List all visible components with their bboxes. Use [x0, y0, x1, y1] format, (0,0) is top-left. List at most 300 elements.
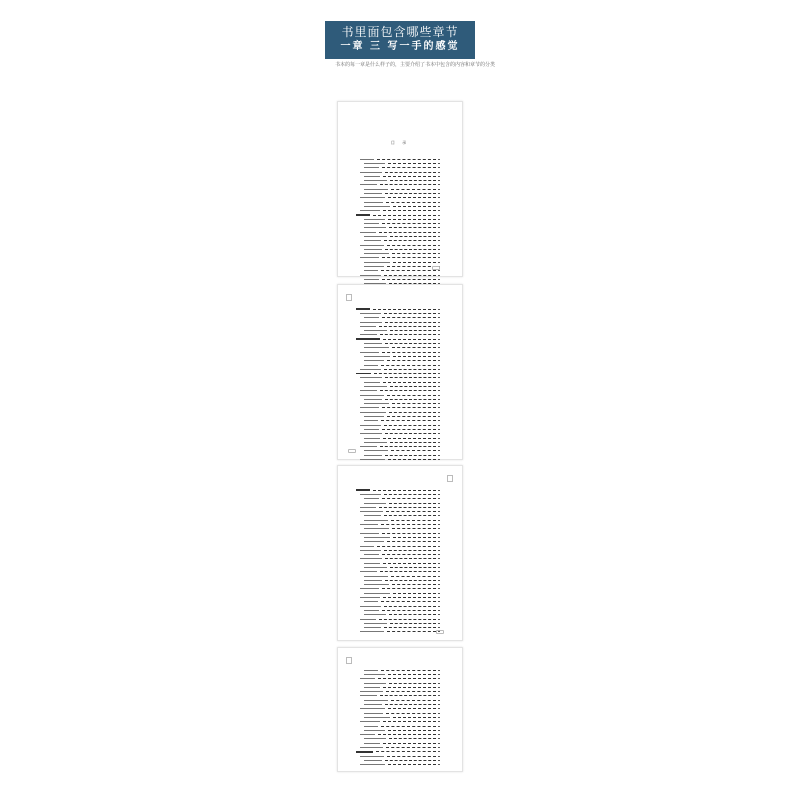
toc-list — [356, 488, 440, 634]
toc-leader — [374, 373, 436, 374]
toc-leader — [382, 279, 436, 280]
toc-page-number — [438, 511, 440, 512]
toc-entry-label — [364, 610, 379, 611]
page-number — [348, 449, 356, 453]
toc-entry-label — [364, 593, 390, 594]
toc-entry-label — [360, 631, 384, 632]
toc-entry-label — [364, 520, 388, 521]
toc-entry-label — [360, 232, 376, 233]
toc-entry-label — [364, 227, 386, 228]
toc-leader — [377, 159, 436, 160]
toc-leader — [385, 399, 436, 400]
toc-leader — [380, 390, 436, 391]
page-title: 目 录 — [390, 140, 410, 145]
toc-leader — [379, 507, 436, 508]
toc-page-number — [438, 455, 440, 456]
toc-entry-label — [364, 330, 387, 331]
toc-entry-label — [356, 338, 380, 340]
toc-page-number — [438, 764, 440, 765]
toc-entry-label — [360, 546, 374, 547]
toc-page-number — [438, 683, 440, 684]
toc-leader — [377, 546, 436, 547]
toc-leader — [390, 180, 436, 181]
toc-entry-label — [364, 360, 384, 361]
toc-leader — [385, 249, 436, 250]
toc-leader — [382, 498, 436, 499]
toc-page-number — [438, 279, 440, 280]
toc-entry-label — [360, 197, 385, 198]
toc-entry-label — [364, 503, 386, 504]
toc-entry-label — [364, 580, 382, 581]
description-text: 书本的每一章是什么样子的，主要介绍了书本中包含的内容和章节的分类 — [335, 62, 496, 68]
toc-entry-label — [364, 253, 389, 254]
toc-leader — [383, 563, 436, 564]
toc-page-number — [438, 528, 440, 529]
toc-page-number — [438, 339, 440, 340]
toc-leader — [383, 339, 436, 340]
toc-leader — [393, 593, 436, 594]
toc-leader — [390, 442, 436, 443]
toc-page-number — [438, 674, 440, 675]
toc-leader — [378, 678, 436, 679]
toc-entry-label — [364, 180, 387, 181]
toc-page-number — [438, 215, 440, 216]
toc-page-number — [438, 245, 440, 246]
toc-page-number — [438, 193, 440, 194]
toc-leader — [379, 326, 436, 327]
toc-leader — [389, 503, 436, 504]
toc-leader — [380, 571, 436, 572]
toc-entry-label — [364, 399, 382, 400]
toc-page-number — [438, 450, 440, 451]
toc-leader — [385, 193, 436, 194]
toc-entry-label — [364, 760, 382, 761]
toc-leader — [383, 382, 436, 383]
toc-entry-label — [364, 498, 379, 499]
toc-leader — [381, 601, 436, 602]
toc-entry-label — [364, 455, 382, 456]
toc-entry-label — [360, 425, 381, 426]
toc-page-number — [438, 442, 440, 443]
toc-page-number — [438, 360, 440, 361]
toc-leader — [383, 176, 436, 177]
toc-leader — [389, 738, 436, 739]
toc-page-number — [438, 721, 440, 722]
toc-entry-label — [360, 159, 374, 160]
toc-leader — [389, 683, 436, 684]
toc-list — [356, 307, 440, 462]
toc-entry-label — [364, 382, 380, 383]
toc-page-number — [438, 541, 440, 542]
toc-leader — [385, 322, 436, 323]
toc-entry-label — [356, 751, 373, 753]
toc-leader — [381, 365, 436, 366]
toc-entry-label — [360, 313, 381, 314]
toc-page-number — [438, 678, 440, 679]
header-logo — [447, 475, 454, 482]
toc-page-number — [438, 760, 440, 761]
toc-leader — [384, 627, 436, 628]
toc-leader — [391, 450, 436, 451]
toc-entry-label — [364, 343, 382, 344]
toc-leader — [389, 614, 436, 615]
toc-leader — [384, 369, 436, 370]
toc-entry-label — [364, 403, 389, 404]
toc-entry-label — [364, 717, 390, 718]
toc-entry-label — [360, 407, 379, 408]
toc-leader — [382, 167, 436, 168]
toc-leader — [389, 227, 436, 228]
toc-page-number — [438, 554, 440, 555]
toc-page-number — [438, 619, 440, 620]
toc-entry-label — [364, 193, 382, 194]
toc-entry-label — [364, 219, 385, 220]
toc-entry-label — [364, 386, 387, 387]
toc-page-number — [438, 610, 440, 611]
toc-page-number — [438, 743, 440, 744]
toc-page-number — [438, 691, 440, 692]
toc-leader — [388, 197, 436, 198]
toc-entry-label — [356, 373, 371, 375]
toc-leader — [386, 511, 436, 512]
toc-leader — [385, 172, 436, 173]
document-page-3[interactable] — [337, 465, 463, 641]
toc-leader — [383, 597, 436, 598]
toc-leader — [385, 377, 436, 378]
toc-leader — [391, 520, 436, 521]
toc-leader — [373, 309, 436, 310]
toc-page-number — [438, 614, 440, 615]
toc-entry-label — [360, 446, 377, 447]
toc-leader — [390, 330, 436, 331]
toc-entry-label — [364, 704, 382, 705]
toc-list — [356, 157, 440, 290]
toc-page-number — [438, 429, 440, 430]
toc-page-number — [438, 270, 440, 271]
toc-page-number — [438, 412, 440, 413]
toc-page-number — [438, 550, 440, 551]
toc-entry-label — [364, 317, 379, 318]
toc-page-number — [438, 520, 440, 521]
toc-leader — [381, 670, 436, 671]
toc-leader — [392, 584, 436, 585]
toc-entry-label — [360, 511, 383, 512]
toc-leader — [386, 202, 436, 203]
toc-page-number — [438, 309, 440, 310]
toc-page-number — [438, 163, 440, 164]
toc-entry-label — [360, 571, 377, 572]
toc-entry-label — [364, 683, 386, 684]
toc-entry-label — [360, 721, 380, 722]
toc-page-number — [438, 377, 440, 378]
toc-leader — [387, 266, 436, 267]
toc-leader — [382, 610, 436, 611]
toc-entry-label — [364, 713, 383, 714]
toc-page-number — [438, 726, 440, 727]
toc-leader — [388, 459, 436, 460]
toc-entry-label — [364, 738, 386, 739]
toc-entry-label — [364, 674, 385, 675]
toc-leader — [393, 356, 436, 357]
toc-page-number — [438, 695, 440, 696]
toc-page-number — [438, 601, 440, 602]
toc-entry-label — [364, 167, 379, 168]
toc-entry-label — [360, 334, 377, 335]
logo-icon — [346, 294, 352, 301]
toc-entry-label — [364, 442, 387, 443]
toc-entry-label — [360, 734, 375, 735]
toc-page-number — [438, 262, 440, 263]
toc-entry-label — [360, 322, 382, 323]
toc-leader — [384, 550, 436, 551]
toc-entry-label — [360, 172, 382, 173]
toc-page-number — [438, 446, 440, 447]
toc-entry-label — [364, 163, 385, 164]
toc-page-number — [438, 189, 440, 190]
toc-page-number — [438, 593, 440, 594]
toc-page-number — [438, 494, 440, 495]
toc-entry-label — [364, 541, 384, 542]
toc-page-number — [438, 253, 440, 254]
toc-entry-label — [364, 623, 387, 624]
toc-leader — [387, 360, 436, 361]
toc-entry-label — [364, 240, 381, 241]
toc-leader — [392, 403, 436, 404]
toc-leader — [382, 257, 436, 258]
toc-leader — [386, 691, 436, 692]
toc-leader — [393, 537, 436, 538]
toc-page-number — [438, 403, 440, 404]
toc-page-number — [438, 275, 440, 276]
toc-entry-label — [360, 588, 379, 589]
toc-leader — [384, 425, 436, 426]
toc-entry-label — [364, 266, 384, 267]
toc-page-number — [438, 584, 440, 585]
toc-leader — [384, 494, 436, 495]
toc-page-number — [438, 420, 440, 421]
toc-page-number — [438, 490, 440, 491]
toc-entry-label — [364, 528, 389, 529]
toc-page-number — [438, 347, 440, 348]
toc-leader — [388, 163, 436, 164]
toc-page-number — [438, 515, 440, 516]
toc-page-number — [438, 159, 440, 160]
toc-page-number — [438, 313, 440, 314]
toc-entry-label — [360, 695, 377, 696]
toc-leader — [382, 429, 436, 430]
toc-page-number — [438, 167, 440, 168]
toc-leader — [387, 416, 436, 417]
toc-entry-label — [364, 347, 389, 348]
toc-entry-label — [360, 184, 377, 185]
toc-entry-label — [360, 433, 382, 434]
toc-entry-label — [364, 416, 384, 417]
toc-leader — [382, 407, 436, 408]
toc-leader — [392, 253, 436, 254]
toc-page-number — [438, 390, 440, 391]
toc-leader — [376, 751, 436, 752]
toc-leader — [373, 490, 436, 491]
toc-entry-label — [360, 412, 386, 413]
toc-leader — [385, 580, 436, 581]
toc-leader — [383, 438, 436, 439]
document-page-1[interactable] — [337, 101, 463, 277]
toc-leader — [388, 219, 436, 220]
toc-leader — [383, 210, 436, 211]
toc-entry[interactable] — [356, 457, 440, 461]
toc-entry-label — [360, 352, 379, 353]
toc-page-number — [438, 407, 440, 408]
toc-leader — [393, 206, 436, 207]
toc-page-number — [438, 197, 440, 198]
toc-page-number — [438, 567, 440, 568]
toc-leader — [381, 420, 436, 421]
toc-entry-label — [360, 524, 378, 525]
toc-leader — [387, 395, 436, 396]
toc-leader — [382, 317, 436, 318]
toc-entry-label — [364, 176, 380, 177]
toc-page-number — [438, 507, 440, 508]
toc-entry-label — [364, 279, 379, 280]
toc-leader — [385, 760, 436, 761]
toc-entry-label — [364, 687, 380, 688]
toc-page-number — [438, 438, 440, 439]
toc-leader — [390, 623, 436, 624]
toc-leader — [383, 687, 436, 688]
toc-page-number — [438, 317, 440, 318]
toc-page-number — [438, 219, 440, 220]
toc-entry-label — [360, 390, 377, 391]
toc-leader — [384, 240, 436, 241]
toc-page-number — [438, 352, 440, 353]
header-logo — [346, 294, 353, 301]
toc-page-number — [438, 588, 440, 589]
toc-page-number — [438, 369, 440, 370]
toc-entry-label — [364, 262, 390, 263]
toc-page-number — [438, 202, 440, 203]
toc-leader — [386, 747, 436, 748]
toc-entry-label — [364, 614, 386, 615]
toc-entry-label — [364, 670, 378, 671]
toc-page-number — [438, 571, 440, 572]
toc-entry-label — [360, 691, 383, 692]
toc-page-number — [438, 756, 440, 757]
toc-page-number — [438, 330, 440, 331]
toc-leader — [386, 713, 436, 714]
toc-leader — [390, 386, 436, 387]
document-page-2[interactable] — [337, 284, 463, 460]
toc-leader — [390, 236, 436, 237]
toc-leader — [379, 619, 436, 620]
toc-leader — [393, 717, 436, 718]
toc-page-number — [438, 249, 440, 250]
toc-leader — [382, 554, 436, 555]
toc-entry-label — [364, 356, 390, 357]
title-banner — [325, 21, 475, 59]
toc-page-number — [438, 498, 440, 499]
toc-leader — [382, 533, 436, 534]
toc-page-number — [438, 738, 440, 739]
toc-entry-label — [364, 429, 379, 430]
toc-page-number — [438, 687, 440, 688]
toc-entry-label — [364, 270, 378, 271]
toc-entry-label — [356, 214, 370, 216]
toc-page-number — [438, 576, 440, 577]
toc-page-number — [438, 597, 440, 598]
toc-leader — [391, 700, 436, 701]
toc-page-number — [438, 223, 440, 224]
toc-page-number — [438, 606, 440, 607]
toc-leader — [390, 567, 436, 568]
document-page-4[interactable] — [337, 647, 463, 772]
toc-leader — [382, 352, 436, 353]
toc-page-number — [438, 373, 440, 374]
toc-leader — [388, 730, 436, 731]
toc-entry-label — [360, 326, 376, 327]
toc-leader — [378, 734, 436, 735]
toc-leader — [385, 455, 436, 456]
toc-leader — [379, 232, 436, 233]
toc-page-number — [438, 240, 440, 241]
toc-entry-label — [364, 563, 380, 564]
toc-entry-label — [364, 420, 378, 421]
toc-leader — [380, 446, 436, 447]
toc-page-number — [438, 751, 440, 752]
toc-leader — [393, 262, 436, 263]
toc-page-number — [438, 180, 440, 181]
toc-leader — [380, 184, 436, 185]
toc-page-number — [438, 717, 440, 718]
toc-entry-label — [364, 537, 390, 538]
toc-page-number — [438, 356, 440, 357]
toc-entry-label — [364, 627, 381, 628]
toc-page-number — [438, 704, 440, 705]
toc-page-number — [438, 700, 440, 701]
toc-entry-label — [360, 459, 385, 460]
toc-entry-label — [364, 700, 388, 701]
toc-entry-label — [364, 202, 383, 203]
toc-leader — [388, 708, 436, 709]
toc-leader — [380, 334, 436, 335]
toc-entry-label — [360, 395, 384, 396]
toc-page-number — [438, 386, 440, 387]
toc-page-number — [438, 236, 440, 237]
toc-page-number — [438, 232, 440, 233]
toc-page-number — [438, 503, 440, 504]
toc-page-number — [438, 730, 440, 731]
toc-leader — [381, 270, 436, 271]
toc-leader — [382, 588, 436, 589]
toc-entry-label — [360, 377, 382, 378]
logo-icon — [447, 475, 453, 482]
toc-entry-label — [360, 597, 380, 598]
toc-entry-label — [364, 743, 380, 744]
toc-entry[interactable] — [356, 630, 440, 634]
toc-page-number — [438, 227, 440, 228]
toc-leader — [382, 223, 436, 224]
toc-leader — [391, 189, 436, 190]
toc-entry-label — [360, 210, 380, 211]
toc-entry-label — [360, 747, 383, 748]
toc-entry-label — [360, 606, 381, 607]
toc-entry[interactable] — [356, 763, 440, 767]
toc-page-number — [438, 546, 440, 547]
toc-page-number — [438, 184, 440, 185]
toc-leader — [389, 412, 436, 413]
toc-leader — [384, 606, 436, 607]
toc-entry-label — [360, 678, 375, 679]
toc-entry-label — [360, 507, 376, 508]
